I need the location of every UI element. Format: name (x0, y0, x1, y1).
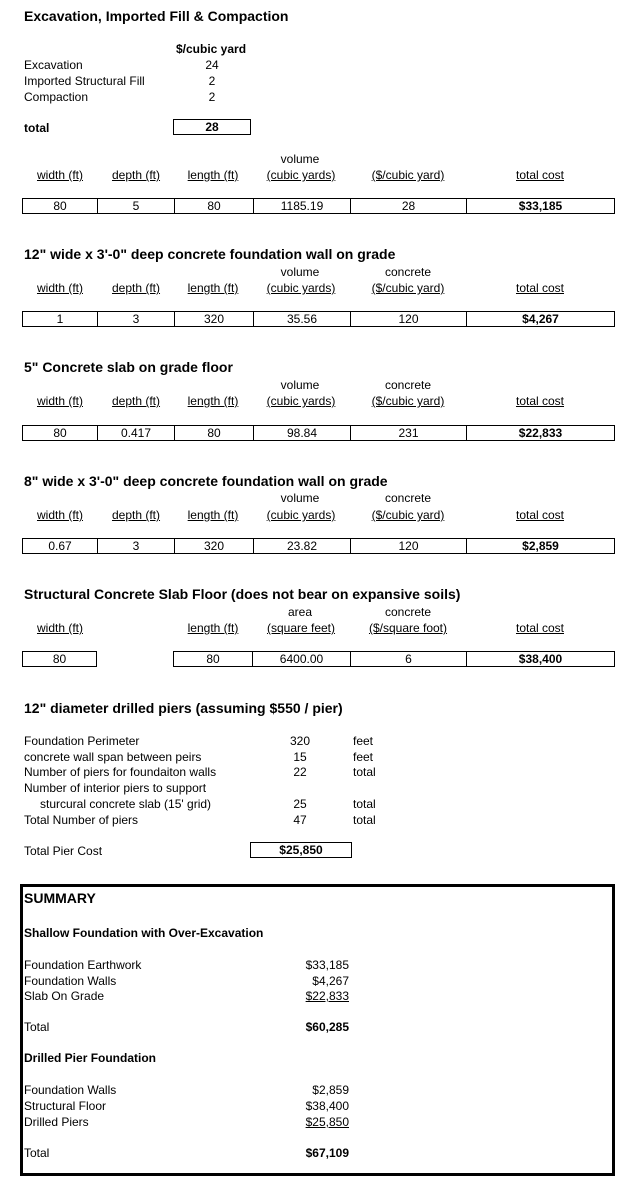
cell-width: 1 (56, 312, 64, 326)
header-area: (square feet) (266, 621, 336, 635)
cell-total: $4,267 (522, 312, 559, 326)
pier-item-label: concrete wall span between peirs (24, 750, 202, 764)
cell-width: 0.67 (48, 539, 72, 553)
excavation-item-label: Excavation (24, 58, 83, 72)
pier-item-value: 22 (293, 765, 307, 779)
wall8-title: 8" wide x 3'-0" deep concrete foundation wall on grade (24, 473, 388, 489)
header-rate: ($/square foot) (368, 621, 448, 635)
cell-width: 80 (53, 199, 67, 213)
summary-item-label: Structural Floor (24, 1099, 107, 1113)
header-width: width (ft) (36, 281, 83, 295)
pier-total-box (250, 842, 352, 858)
cell-length: 80 (207, 426, 221, 440)
header-volume-top: volume (280, 152, 320, 166)
cell-rate: 231 (398, 426, 419, 440)
header-total: total cost (515, 394, 565, 408)
header-rate: ($/cubic yard) (371, 168, 445, 182)
cell-volume: 98.84 (286, 426, 318, 440)
summary-item-label: Foundation Walls (24, 974, 117, 988)
header-area-top: area (287, 605, 313, 619)
cell-depth: 0.417 (120, 426, 152, 440)
header-total: total cost (515, 508, 565, 522)
header-width: width (ft) (36, 168, 83, 182)
total-label: total (24, 121, 50, 135)
cell-width: 80 (53, 426, 67, 440)
header-rate-top: concrete (384, 378, 432, 392)
summary-item-label: Foundation Walls (24, 1083, 117, 1097)
cell-rate: 6 (405, 652, 412, 666)
cell-rate: 120 (398, 539, 419, 553)
slab5-title: 5" Concrete slab on grade floor (24, 359, 233, 375)
header-depth: depth (ft) (111, 168, 161, 182)
summary-title: SUMMARY (24, 890, 96, 906)
cell-depth: 3 (132, 312, 140, 326)
cell-total: $22,833 (518, 426, 563, 440)
summary-item-label: Slab On Grade (24, 989, 105, 1003)
cell-width-box (22, 651, 97, 667)
header-depth: depth (ft) (111, 281, 161, 295)
shallow-total-value: $60,285 (305, 1020, 349, 1034)
header-rate-top: concrete (384, 265, 432, 279)
pier-item-label: sturcural concrete slab (15' grid) (40, 797, 212, 811)
excavation-item-value: 2 (208, 90, 216, 104)
pier-item-value: 47 (293, 813, 307, 827)
piers-title: 12" diameter drilled piers (assuming $550 / pier) (24, 700, 343, 716)
cell-total: $38,400 (518, 652, 563, 666)
excavation-item-value: 24 (205, 58, 219, 72)
cell-width: 80 (52, 652, 67, 666)
pier-total-value: $25,850 (279, 843, 323, 857)
cell-volume: 23.82 (286, 539, 318, 553)
data-row (22, 311, 615, 327)
drilled-total-value: $67,109 (305, 1146, 349, 1160)
header-volume-top: volume (280, 491, 320, 505)
pier-item-value: 25 (293, 797, 307, 811)
drilled-total-label: Total (24, 1146, 50, 1160)
cell-depth: 5 (132, 199, 140, 213)
header-length: length (ft) (187, 168, 239, 182)
header-depth: depth (ft) (111, 394, 161, 408)
cell-length: 320 (203, 539, 225, 553)
cell-total: $33,185 (518, 199, 563, 213)
header-length: length (ft) (187, 281, 239, 295)
summary-item-value: $22,833 (305, 989, 349, 1003)
cell-rate: 28 (401, 199, 416, 213)
header-width: width (ft) (36, 508, 83, 522)
header-depth: depth (ft) (111, 508, 161, 522)
header-width: width (ft) (36, 394, 83, 408)
pier-item-value: 15 (293, 750, 307, 764)
pier-item-label: Foundation Perimeter (24, 734, 140, 748)
structural-slab-title: Structural Concrete Slab Floor (does not bear on expansive soils) (24, 586, 461, 602)
pier-item-unit: feet (353, 750, 374, 764)
drilled-title: Drilled Pier Foundation (24, 1051, 157, 1065)
header-total: total cost (515, 168, 565, 182)
cell-length: 80 (207, 199, 221, 213)
header-width: width (ft) (36, 621, 83, 635)
total-value: 28 (205, 120, 219, 134)
data-row (22, 538, 615, 554)
header-rate: ($/cubic yard) (371, 281, 445, 295)
summary-item-label: Foundation Earthwork (24, 958, 142, 972)
summary-item-value: $2,859 (312, 1083, 349, 1097)
summary-item-value: $4,267 (312, 974, 349, 988)
cell-total: $2,859 (522, 539, 559, 553)
header-volume-top: volume (280, 265, 320, 279)
header-rate-top: concrete (384, 605, 432, 619)
pier-item-unit: total (353, 813, 376, 827)
summary-item-value: $25,850 (305, 1115, 349, 1129)
header-rate: ($/cubic yard) (371, 508, 445, 522)
excavation-title: Excavation, Imported Fill & Compaction (24, 8, 289, 24)
data-row (22, 425, 615, 441)
header-volume: (cubic yards) (266, 168, 336, 182)
cell-length: 320 (203, 312, 225, 326)
excavation-item-label: Compaction (24, 90, 89, 104)
header-volume: (cubic yards) (266, 508, 336, 522)
pier-item-label: Number of piers for foundaiton walls (24, 765, 217, 779)
header-total: total cost (515, 281, 565, 295)
cell-depth: 3 (132, 539, 140, 553)
data-row (22, 198, 615, 214)
header-length: length (ft) (187, 508, 239, 522)
shallow-total-label: Total (24, 1020, 50, 1034)
pier-total-label: Total Pier Cost (24, 844, 103, 858)
summary-item-value: $38,400 (305, 1099, 349, 1113)
header-total: total cost (515, 621, 565, 635)
cell-length: 80 (206, 652, 220, 666)
data-row (173, 651, 615, 667)
summary-item-value: $33,185 (305, 958, 349, 972)
header-volume: (cubic yards) (266, 281, 336, 295)
cell-area: 6400.00 (279, 652, 324, 666)
excavation-item-label: Imported Structural Fill (24, 74, 145, 88)
pier-item-unit: total (353, 765, 376, 779)
pier-item-value: 320 (289, 734, 311, 748)
cell-volume: 1185.19 (280, 199, 324, 213)
pier-item-label: Number of interior piers to support (24, 781, 207, 795)
cell-volume: 35.56 (286, 312, 318, 326)
excavation-item-value: 2 (208, 74, 216, 88)
shallow-title: Shallow Foundation with Over-Excavation (24, 926, 264, 940)
header-rate-top: concrete (384, 491, 432, 505)
pier-item-unit: total (353, 797, 376, 811)
wall12-title: 12" wide x 3'-0" deep concrete foundation wall on grade (24, 246, 396, 262)
unit-header: $/cubic yard (176, 42, 247, 56)
cell-rate: 120 (398, 312, 419, 326)
header-volume: (cubic yards) (266, 394, 336, 408)
summary-item-label: Drilled Piers (24, 1115, 89, 1129)
header-length: length (ft) (187, 394, 239, 408)
header-length: length (ft) (187, 621, 239, 635)
summary-box (20, 884, 615, 1176)
pier-item-label: Total Number of piers (24, 813, 139, 827)
header-volume-top: volume (280, 378, 320, 392)
header-rate: ($/cubic yard) (371, 394, 445, 408)
pier-item-unit: feet (353, 734, 374, 748)
total-box (173, 119, 251, 135)
